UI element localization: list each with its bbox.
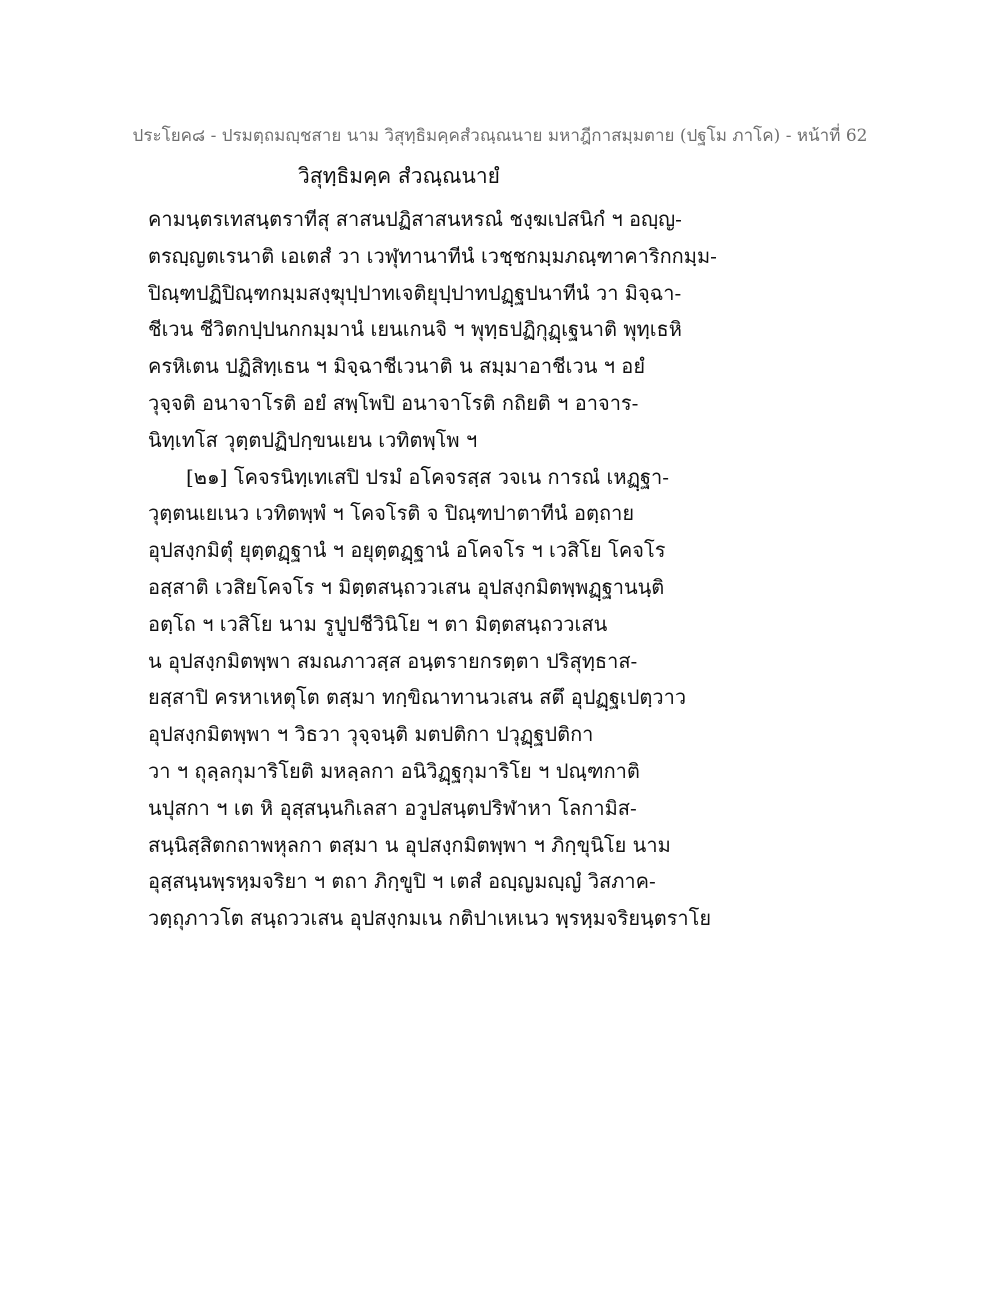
text-line: วตฺถุภาวโต สนฺถววเสน อุปสงฺกมเน กติปาเหเนว พฺรหฺมจริยนฺตราโย: [148, 906, 712, 931]
text-line: นปุสกา ฯ เต หิ อุสฺสนฺนกิเลสา อวูปสนฺตปริฬาหา โลกามิส-: [148, 795, 637, 820]
text-line: ปิณฺฑปฏิปิณฺฑกมฺมสงฺฆุปฺปาทเจติยุปฺปาทปฏฺฐปนาทีนํ วา มิจฺฉา-: [148, 280, 682, 305]
text-line: อสฺสาติ เวสิยโคจโร ฯ มิตฺตสนฺถววเสน อุปสงฺกมิตพฺพฏฺฐานนฺติ: [148, 574, 665, 599]
text-line: สนฺนิสฺสิตกถาพหุลกา ตสฺมา น อุปสงฺกมิตพฺพา ฯ ภิกฺขุนิโย นาม: [148, 832, 671, 857]
running-header: ประโยค๘ - ปรมตฺถมญฺชสาย นาม วิสุทฺธิมคฺคสํวณฺณนาย มหาฎีกาสมฺมตาย (ปฐโม ภาโค) - หน้าที่ 62: [132, 126, 868, 146]
text-line: ยสฺสาปิ ครหาเหตุโต ตสฺมา ทกฺขิณาทานวเสน สตึ อุปฏฺฐเปตฺวาว: [148, 685, 687, 710]
text-line: วุตฺตนเยเนว เวทิตพฺพํ ฯ โคจโรติ จ ปิณฺฑปาตาทีนํ อตฺถาย: [148, 501, 635, 526]
text-line: อุสฺสนฺนพฺรหฺมจริยา ฯ ตถา ภิกฺขูปิ ฯ เตสํ อญฺญมญฺญํ วิสภาค-: [148, 869, 656, 894]
text-line: ชีเวน ชีวิตกปฺปนกกมฺมานํ เยนเกนจิ ฯ พุทฺธปฏิกุฏฺเฐนาติ พุทฺเธหิ: [148, 317, 682, 342]
text-line: นิทฺเทโส วุตฺตปฏิปกฺขนเยน เวทิตพฺโพ ฯ: [148, 427, 478, 452]
text-line: ตรญฺญตเรนาติ เอเตสํ วา เวฬุทานาทีนํ เวชฺชกมฺมภณฺฑาคาริกกมฺม-: [148, 243, 717, 268]
text-line: อุปสงฺกมิตพฺพา ฯ วิธวา วุจฺจนฺติ มตปติกา ปวุฏฺฐปติกา: [148, 722, 594, 747]
text-line: อตฺโถ ฯ เวสิโย นาม รูปูปชีวินิโย ฯ ตา มิตฺตสนฺถววเสน: [148, 611, 608, 636]
text-line: น อุปสงฺกมิตพฺพา สมณภาวสฺส อนฺตรายกรตฺตา ปริสุทฺธาส-: [148, 648, 638, 673]
text-line: คามนฺตรเทสนฺตราทีสุ สาสนปฏิสาสนหรณํ ชงฺฆเปสนิกํ ฯ อญฺญ-: [148, 207, 682, 231]
paragraph-start-line: [๒๑] โคจรนิทฺเทเสปิ ปรมํ อโคจรสฺส วจเน การณํ เหฏฺฐา-: [186, 464, 670, 489]
body-text: [148, 201, 717, 937]
section-title: วิสุทฺธิมคฺค สํวณฺณนายํ: [298, 164, 500, 188]
text-line: วา ฯ ถุลฺลกุมาริโยติ มหลฺลกา อนิวิฏฺฐกุมาริโย ฯ ปณฺฑกาติ: [148, 758, 640, 783]
text-line: วุจฺจติ อนาจาโรติ อยํ สพฺโพปิ อนาจาโรติ กถิยติ ฯ อาจาร-: [148, 390, 639, 415]
text-line: ครหิเตน ปฏิสิทฺเธน ฯ มิจฺฉาชีเวนาติ น สมฺมาอาชีเวน ฯ อยํ: [148, 354, 646, 379]
text-line: อุปสงฺกมิตุํ ยุตฺตฏฺฐานํ ฯ อยุตฺตฏฺฐานํ อโคจโร ฯ เวสิโย โคจโร: [148, 538, 666, 563]
